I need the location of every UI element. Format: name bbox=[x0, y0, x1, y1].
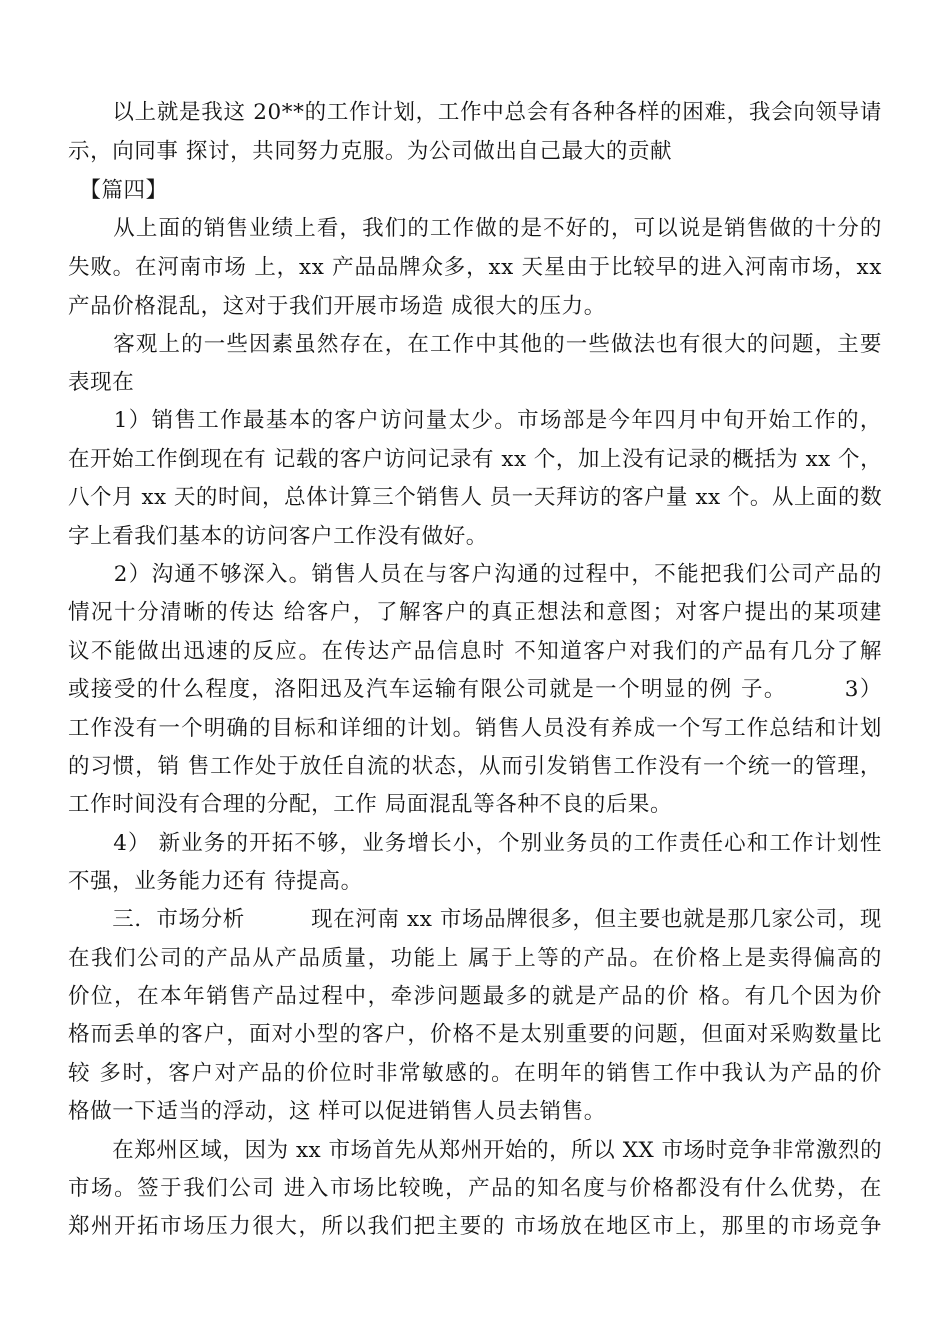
paragraph-line: 格而丢单的客户，面对小型的客户，价格不是太别重要的问题，但面对采购数量比 bbox=[68, 1022, 882, 1047]
paragraph-line: 三．市场分析 现在河南 xx 市场品牌很多，但主要也就是那几家公司，现 bbox=[68, 907, 882, 932]
paragraph-line: 2）沟通不够深入。销售人员在与客户沟通的过程中，不能把我们公司产品的 bbox=[68, 562, 882, 587]
paragraph-line: 以上就是我这 20**的工作计划，工作中总会有各种各样的困难，我会向领导请 bbox=[68, 100, 882, 125]
paragraph-line: 或接受的什么程度，洛阳迅及汽车运输有限公司就是一个明显的例 子。 3） bbox=[68, 677, 882, 702]
paragraph-line: 产品价格混乱，这对于我们开展市场造 成很大的压力。 bbox=[68, 294, 606, 319]
paragraph-line: 价位，在本年销售产品过程中，牵涉问题最多的就是产品的价 格。有几个因为价 bbox=[68, 984, 882, 1009]
paragraph-line: 郑州开拓市场压力很大，所以我们把主要的 市场放在地区市上，那里的市场竞争 bbox=[68, 1214, 882, 1239]
paragraph-line: 情况十分清晰的传达 给客户，了解客户的真正想法和意图；对客户提出的某项建 bbox=[68, 600, 882, 625]
paragraph-line: 工作没有一个明确的目标和详细的计划。销售人员没有养成一个写工作总结和计划 bbox=[68, 716, 882, 741]
paragraph-line: 表现在 bbox=[68, 370, 135, 395]
paragraph-line: 1）销售工作最基本的客户访问量太少。市场部是今年四月中旬开始工作的， bbox=[68, 408, 882, 433]
paragraph-line: 在我们公司的产品从产品质量，功能上 属于上等的产品。在价格上是卖得偏高的 bbox=[68, 946, 882, 971]
paragraph-line: 从上面的销售业绩上看，我们的工作做的是不好的，可以说是销售做的十分的 bbox=[68, 216, 882, 241]
paragraph-line: 客观上的一些因素虽然存在，在工作中其他的一些做法也有很大的问题，主要 bbox=[68, 332, 882, 357]
paragraph-line: 在郑州区域，因为 xx 市场首先从郑州开始的，所以 XX 市场时竞争非常激烈的 bbox=[68, 1138, 882, 1163]
paragraph-line: 工作时间没有合理的分配，工作 局面混乱等各种不良的后果。 bbox=[68, 792, 673, 817]
paragraph-line: 的习惯，销 售工作处于放任自流的状态，从而引发销售工作没有一个统一的管理， bbox=[68, 754, 882, 779]
paragraph-line: 议不能做出迅速的反应。在传达产品信息时 不知道客户对我们的产品有几分了解 bbox=[68, 639, 882, 664]
section-heading: 【篇四】 bbox=[68, 178, 168, 203]
paragraph-line: 格做一下适当的浮动，这 样可以促进销售人员去销售。 bbox=[68, 1099, 606, 1124]
paragraph-line: 八个月 xx 天的时间，总体计算三个销售人 员一天拜访的客户量 xx 个。从上面的数 bbox=[68, 485, 882, 510]
paragraph-line: 字上看我们基本的访问客户工作没有做好。 bbox=[68, 524, 488, 549]
paragraph-line: 在开始工作倒现在有 记载的客户访问记录有 xx 个，加上没有记录的概括为 xx 个， bbox=[68, 447, 882, 472]
paragraph-line: 较 多时，客户对产品的价位时非常敏感的。在明年的销售工作中我认为产品的价 bbox=[68, 1061, 882, 1086]
paragraph-line: 4） 新业务的开拓不够，业务增长小，个别业务员的工作责任心和工作计划性 bbox=[68, 831, 882, 856]
paragraph-line: 市场。签于我们公司 进入市场比较晚，产品的知名度与价格都没有什么优势，在 bbox=[68, 1176, 882, 1201]
paragraph-line: 不强，业务能力还有 待提高。 bbox=[68, 869, 363, 894]
paragraph-line: 示，向同事 探讨，共同努力克服。为公司做出自己最大的贡献 bbox=[68, 139, 673, 164]
paragraph-line: 失败。在河南市场 上，xx 产品品牌众多，xx 天星由于比较早的进入河南市场，xx bbox=[68, 255, 882, 280]
